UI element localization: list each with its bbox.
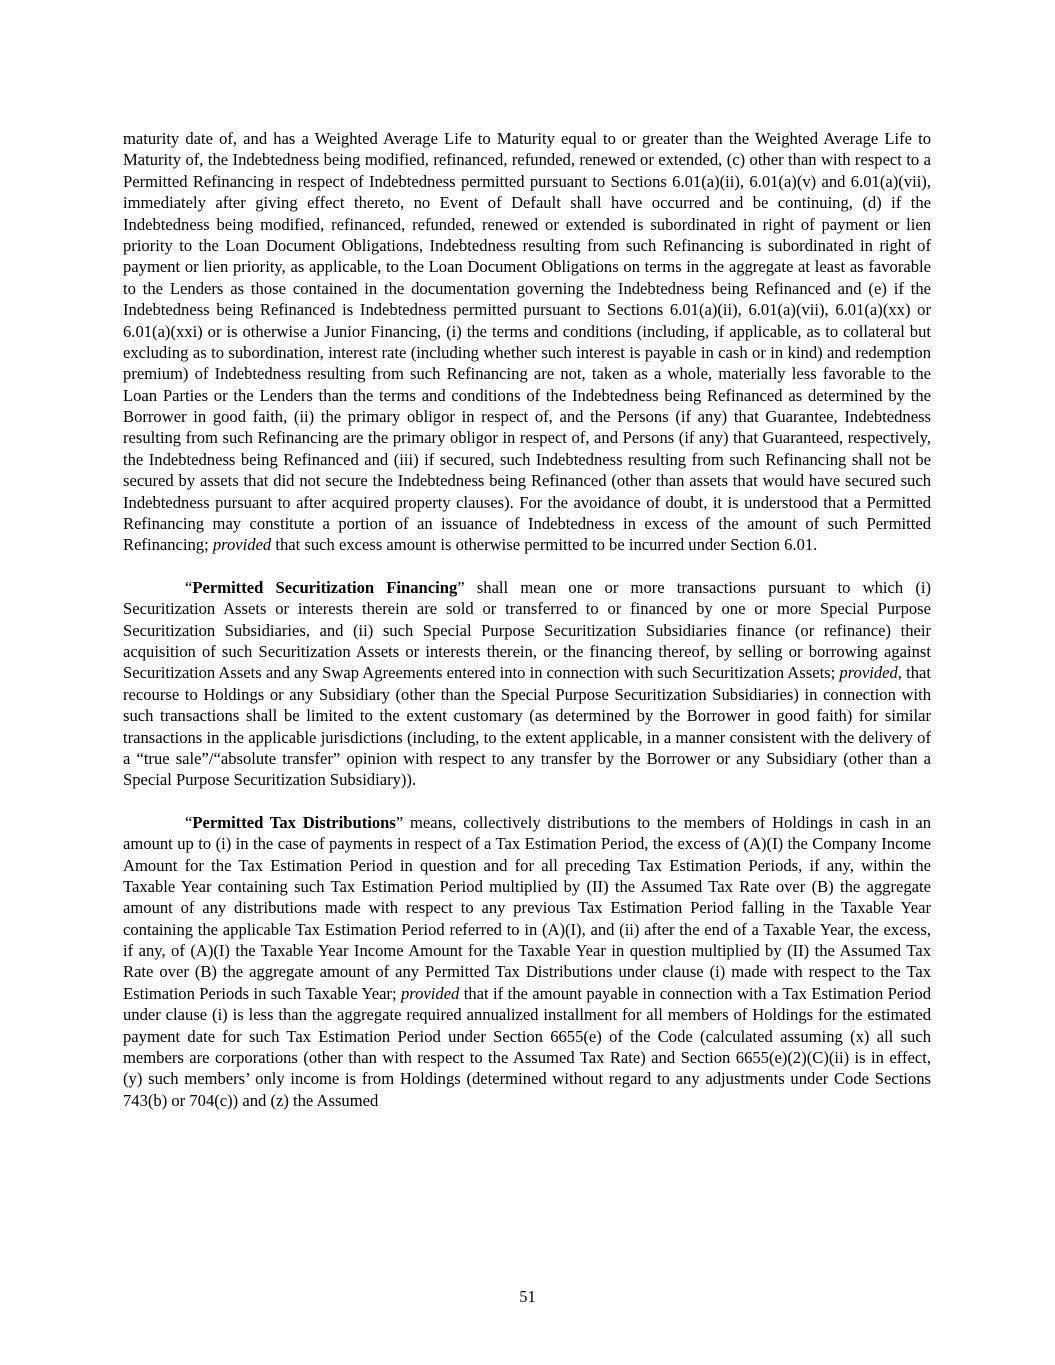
text-run-normal: maturity date of, and has a Weighted Average Life to Maturity equal to or greater than the Weighted Average Life to Maturity of, the Indebtedness being modified, refinanced, refunded, renewed or extended, (c) other than with respect to a Permitted Refinancing in respect of Indebtedness permitted pursuant to Sections 6.01(a)(ii), 6.01(a)(v) and 6.01(a)(vii), immediately after giving effect thereto, no Event of Default shall have occurred and be continuing, (d) if the Indebtedness being modified, refinanced, refunded, renewed or extended is subordinated in right of payment or lien priority to the Loan Document Obligations, Indebtedness resulting from such Refinancing is subordinated in right of payment or lien priority, as applicable, to the Loan Document Obligations on terms in the aggregate at least as favorable to the Lenders as those contained in the documentation governing the Indebtedness being Refinanced and (e) if the Indebtedness being Refinanced is Indebtedness permitted pursuant to Sections 6.01(a)(ii), 6.01(a)(vii), 6.01(a)(xx) or 6.01(a)(xxi) or is otherwise a Junior Financing, (i) the terms and conditions (including, if applicable, as to collateral but excluding as to subordination, interest rate (including whether such interest is payable in cash or in kind) and redemption premium) of Indebtedness resulting from such Refinancing are not, taken as a whole, materially less favorable to the Loan Parties or the Lenders than the terms and conditions of the Indebtedness being Refinanced as determined by the Borrower in good faith, (ii) the primary obligor in respect of, and the Persons (if any) that Guarantee, Indebtedness resulting from such Refinancing are the primary obligor in respect of, and Persons (if any) that Guaranteed, respectively, the Indebtedness being Refinanced and (iii) if secured, such Indebtedness resulting from such Refinancing shall not be secured by assets that did not secure the Indebtedness being Refinanced (other than assets that would have secured such Indebtedness pursuant to after acquired property clauses). For the avoidance of doubt, it is understood that a Permitted Refinancing may constitute a portion of an issuance of Indebtedness in excess of the amount of such Permitted Refinancing; xyxy=(123,129,931,555)
text-run-italic: provided xyxy=(839,663,898,683)
paragraph xyxy=(123,812,931,1111)
document-body xyxy=(123,128,931,1111)
text-run-normal: “ xyxy=(185,577,193,597)
text-run-normal: , that recourse to Holdings or any Subsidiary (other than the Special Purpose Securitization Subsidiaries) in connection with such transactions shall be limited to the extent customary (as determined by the Borrower in good faith) for similar transactions in the applicable jurisdictions (including, to the extent applicable, in a manner consistent with the delivery of a “true sale”/“absolute transfer” opinion with respect to any transfer by the Borrower or any Subsidiary (other than a Special Purpose Securitization Subsidiary)). xyxy=(123,663,931,790)
page-number: 51 xyxy=(519,1286,536,1306)
paragraph xyxy=(123,128,931,556)
paragraph xyxy=(123,577,931,791)
text-run-italic: provided xyxy=(400,983,460,1003)
text-run-normal: ” means, collectively distributions to the members of Holdings in cash in an amount up to (i) in the case of payments in respect of a Tax Estimation Period, the excess of (A)(I) the Company Income Amount for the Tax Estimation Period in question and for all preceding Tax Estimation Periods, if any, within the Taxable Year containing such Tax Estimation Period multiplied by (II) the Assumed Tax Rate over (B) the aggregate amount of any distributions made with respect to any previous Tax Estimation Period falling in the Taxable Year containing the applicable Tax Estimation Period referred to in (A)(I), and (ii) after the end of a Taxable Year, the excess, if any, of (A)(I) the Taxable Year Income Amount for the Taxable Year in question multiplied by (II) the Assumed Tax Rate over (B) the aggregate amount of any Permitted Tax Distributions under clause (i) made with respect to the Tax Estimation Periods in such Taxable Year; xyxy=(123,812,931,1003)
text-run-bold: Permitted Securitization Financing xyxy=(192,577,458,597)
text-run-normal: “ xyxy=(185,812,193,832)
text-run-bold: Permitted Tax Distributions xyxy=(192,812,396,832)
text-run-normal: that if the amount payable in connection with a Tax Estimation Period under clause (i) is less than the aggregate required annualized installment for all members of Holdings for the estimated payment date for such Tax Estimation Period under Section 6655(e) of the Code (calculated assuming (x) all such members are corporations (other than with respect to the Assumed Tax Rate) and Section 6655(e)(2)(C)(ii) is in effect, (y) such members’ only income is from Holdings (determined without regard to any adjustments under Code Sections 743(b) or 704(c)) and (z) the Assumed xyxy=(123,983,931,1110)
text-run-normal: ” shall mean one or more transactions pursuant to which (i) Securitization Assets or interests therein are sold or transferred to or financed by one or more Special Purpose Securitization Subsidiaries, and (ii) such Special Purpose Securitization Subsidiaries finance (or refinance) their acquisition of such Securitization Assets or interests therein, or the financing thereof, by selling or borrowing against Securitization Assets and any Swap Agreements entered into in connection with such Securitization Assets; xyxy=(123,577,931,683)
text-run-italic: provided xyxy=(212,535,272,555)
text-run-normal: that such excess amount is otherwise permitted to be incurred under Section 6.01. xyxy=(271,535,818,555)
